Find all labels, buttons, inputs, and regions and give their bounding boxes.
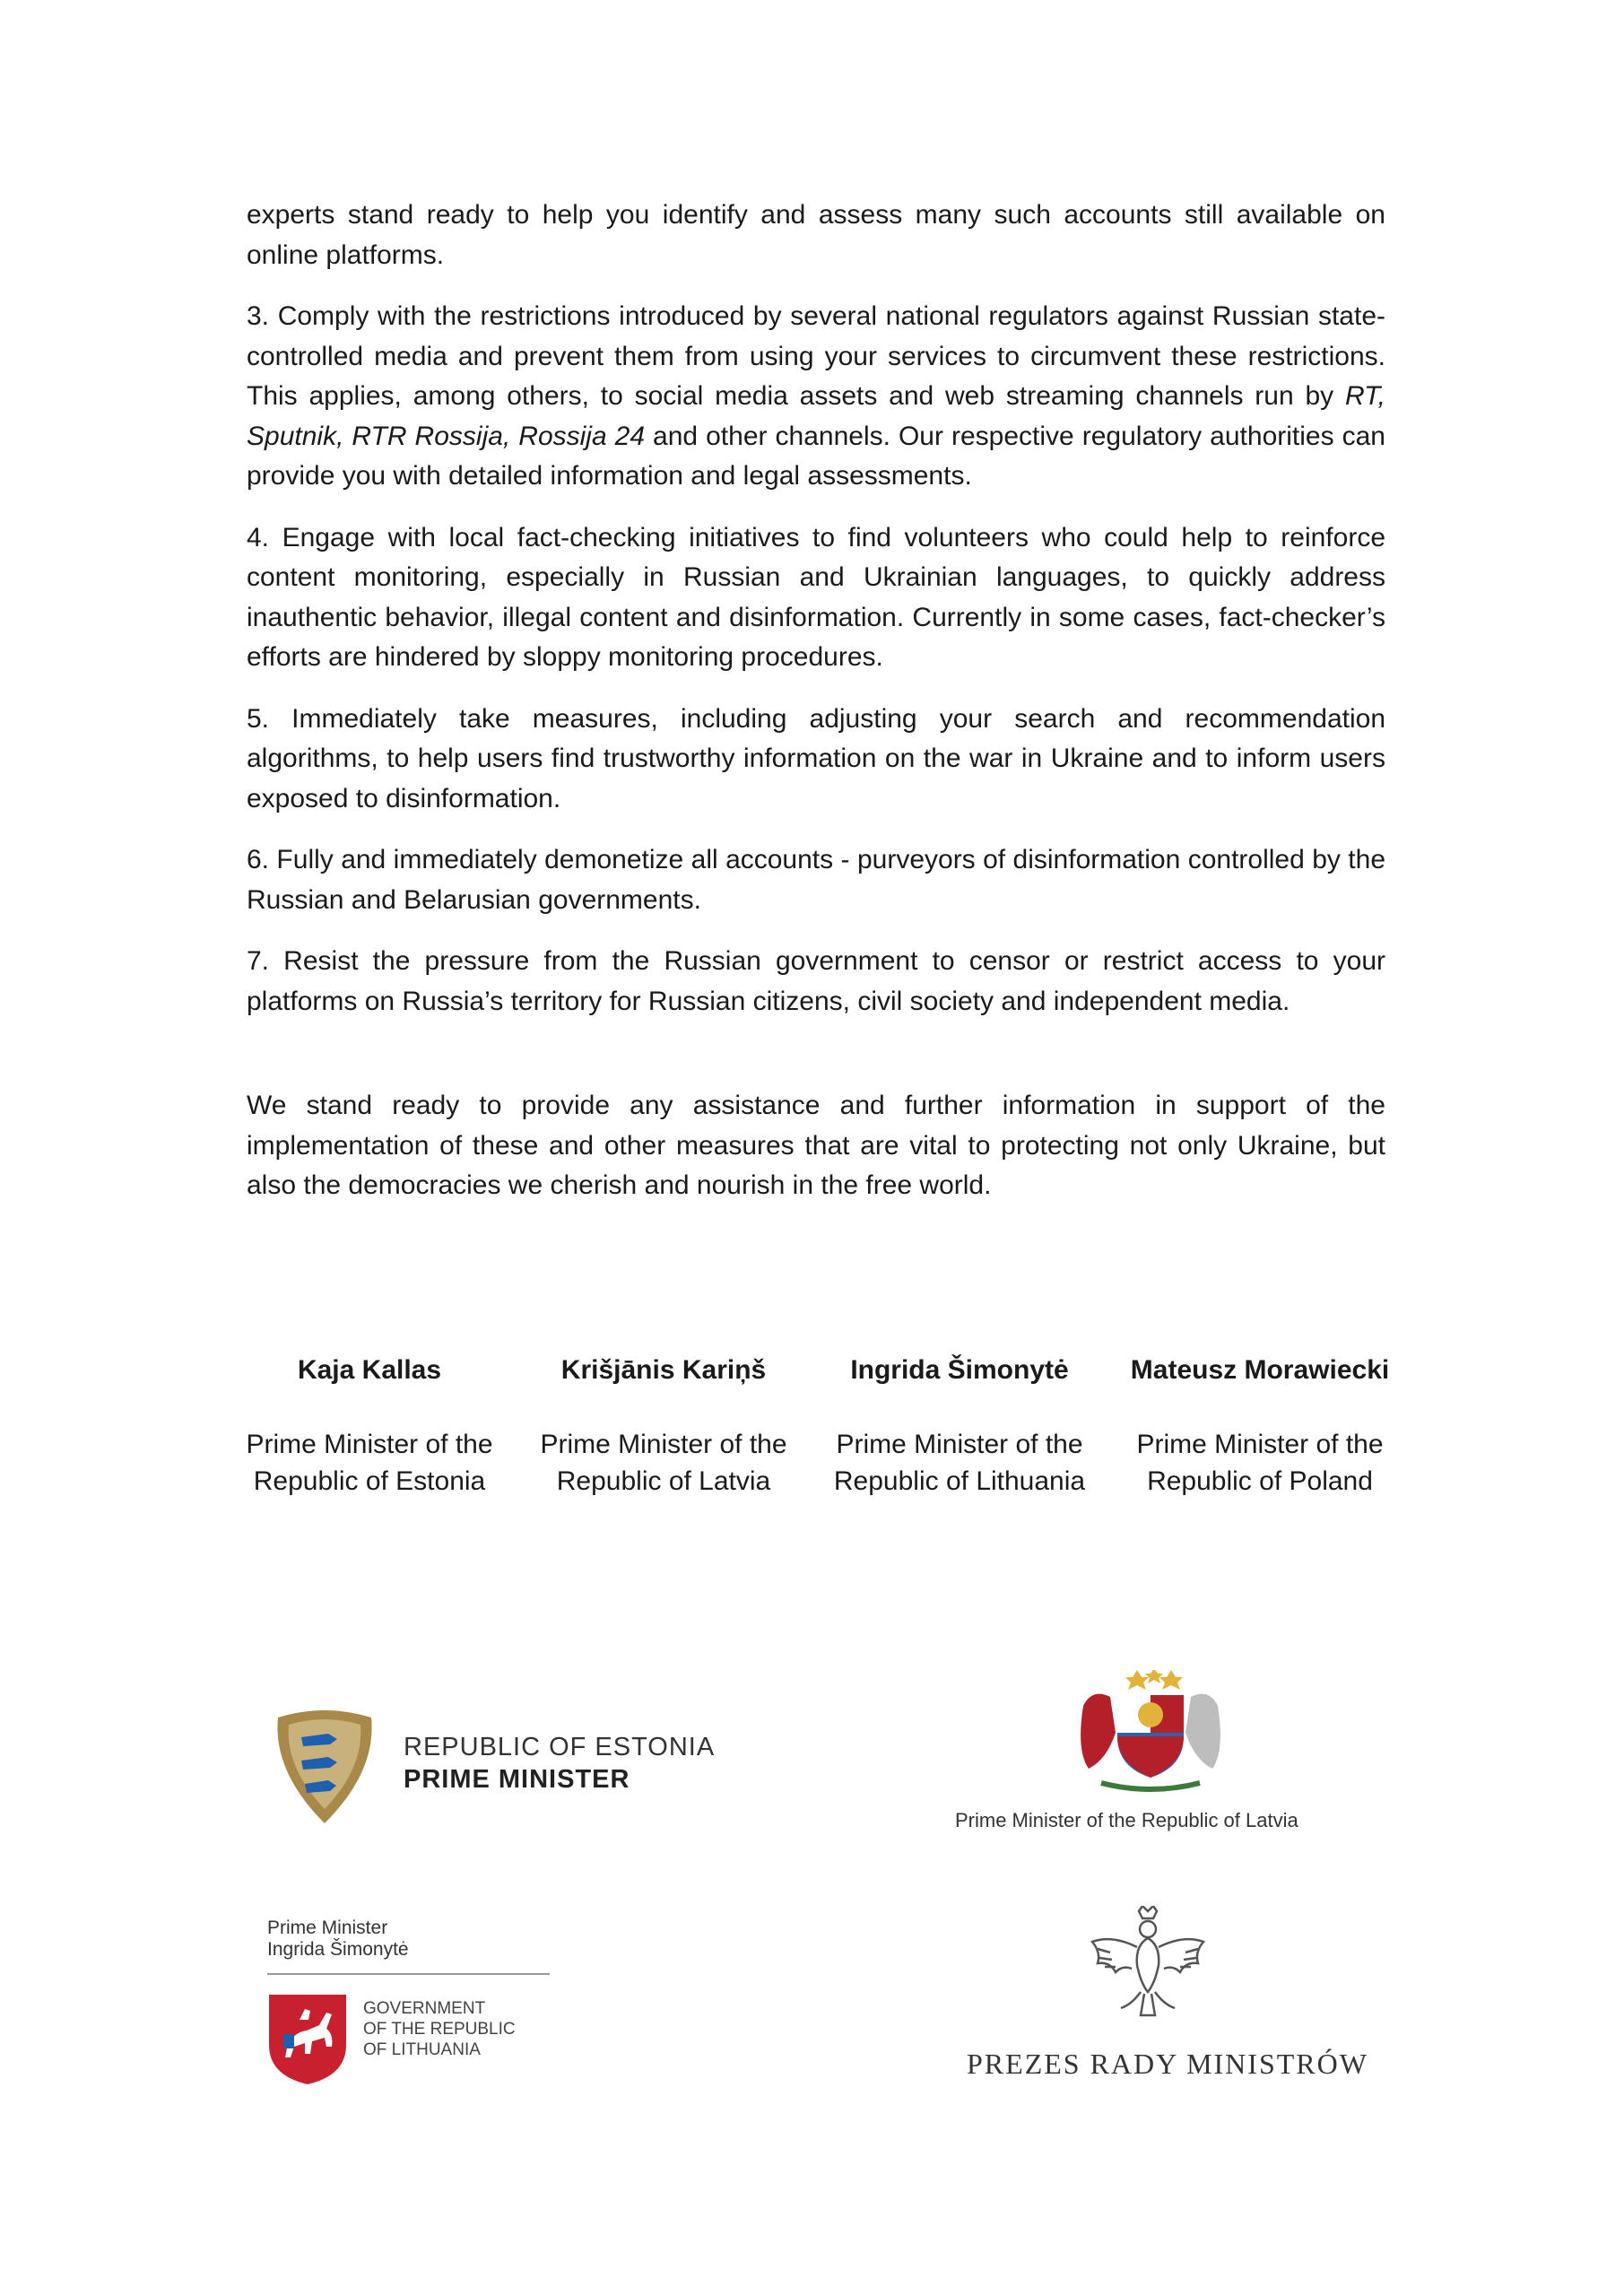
title-line-2: Republic of Lithuania	[833, 1466, 1086, 1496]
title-line-1: Prime Minister of the	[836, 1430, 1083, 1459]
title-line-1: Prime Minister of the	[246, 1430, 493, 1459]
signatory-name-estonia: Kaja Kallas	[297, 1355, 442, 1385]
lithuania-logo-divider	[267, 1973, 550, 1975]
paragraph-3	[247, 297, 1385, 497]
estonia-logo-line-2: PRIME MINISTER	[404, 1765, 630, 1794]
latvia-logo-caption: Prime Minister of the Republic of Latvia	[955, 1809, 1298, 1831]
signatory-name-lithuania: Ingrida Šimonytė	[850, 1355, 1069, 1385]
letter-body	[247, 196, 1385, 1228]
lithuania-logo-pm-line-2: Ingrida Šimonytė	[267, 1939, 409, 1960]
paragraph-continuation: experts stand ready to help you identify and assess many such accounts still available on online platforms.	[247, 200, 1385, 270]
lithuania-logo-gov-line-3: OF LITHUANIA	[363, 2040, 481, 2059]
signatory-title-latvia	[516, 1426, 812, 1500]
estonia-coat-of-arms-icon	[271, 1709, 378, 1827]
poland-logo-caption: PREZES RADY MINISTRÓW	[967, 2048, 1368, 2080]
signatory-title-estonia	[221, 1426, 517, 1500]
paragraph-3-part-a: 3. Comply with the restrictions introduced by several national regulators against Russian state-controlled media and prevent them from using your services to circumvent these restrictions. This applies, among others, to social media assets and web streaming channels run by	[247, 301, 1385, 411]
lithuania-logo-gov-line-2: OF THE REPUBLIC	[363, 2020, 516, 2039]
paragraph-3-part-b: and other channels. Our respective regulatory authorities can provide you with detailed information and legal assessments.	[247, 421, 1385, 491]
paragraph-5: 5. Immediately take measures, including adjusting your search and recommendation algorithms, to help users find trustworthy information on the war in Ukraine and to inform users exposed to disinformation.	[247, 703, 1385, 813]
estonia-logo-line-1: REPUBLIC OF ESTONIA	[404, 1733, 716, 1761]
paragraph-4: 4. Engage with local fact-checking initiatives to find volunteers who could help to reinforce content monitoring, especially in Russian and Ukrainian languages, to quickly address inauthentic behavior, illegal content and disinformation. Currently in some cases, fact-checker’s efforts are hindered by sloppy monitoring procedures.	[247, 522, 1385, 672]
poland-white-eagle-icon	[1085, 1906, 1211, 2031]
title-line-1: Prime Minister of the	[540, 1430, 787, 1459]
paragraph-6: 6. Fully and immediately demonetize all accounts - purveyors of disinformation controlled by the Russian and Belarusian governments.	[247, 845, 1385, 915]
signatory-title-lithuania	[812, 1426, 1107, 1500]
signatory-name-latvia: Krišjānis Kariņš	[560, 1355, 767, 1385]
paragraph-3-media-names: RT, Sputnik, RTR Rossija, Rossija 24	[247, 381, 1385, 451]
paragraph-7: 7. Resist the pressure from the Russian government to censor or restrict access to your platforms on Russia’s territory for Russian citizens, civil society and independent media.	[247, 946, 1385, 1016]
closing-paragraph: We stand ready to provide any assistance and further information in support of the implementation of these and other measures that are vital to protecting not only Ukraine, but also the democracies we cherish and nourish in the free world.	[247, 1091, 1385, 1200]
lithuania-logo-pm-line-1: Prime Minister	[267, 1918, 388, 1938]
title-line-2: Republic of Latvia	[556, 1466, 771, 1496]
title-line-2: Republic of Poland	[1147, 1466, 1373, 1496]
signatory-name-poland: Mateusz Morawiecki	[1130, 1355, 1390, 1385]
lithuania-vytis-icon	[267, 1993, 348, 2086]
title-line-1: Prime Minister of the	[1136, 1430, 1384, 1459]
lithuania-logo-gov-line-1: GOVERNMENT	[363, 1999, 486, 2018]
signatory-title-poland	[1112, 1426, 1408, 1500]
title-line-2: Republic of Estonia	[253, 1466, 486, 1496]
latvia-coat-of-arms-icon	[1065, 1670, 1236, 1796]
